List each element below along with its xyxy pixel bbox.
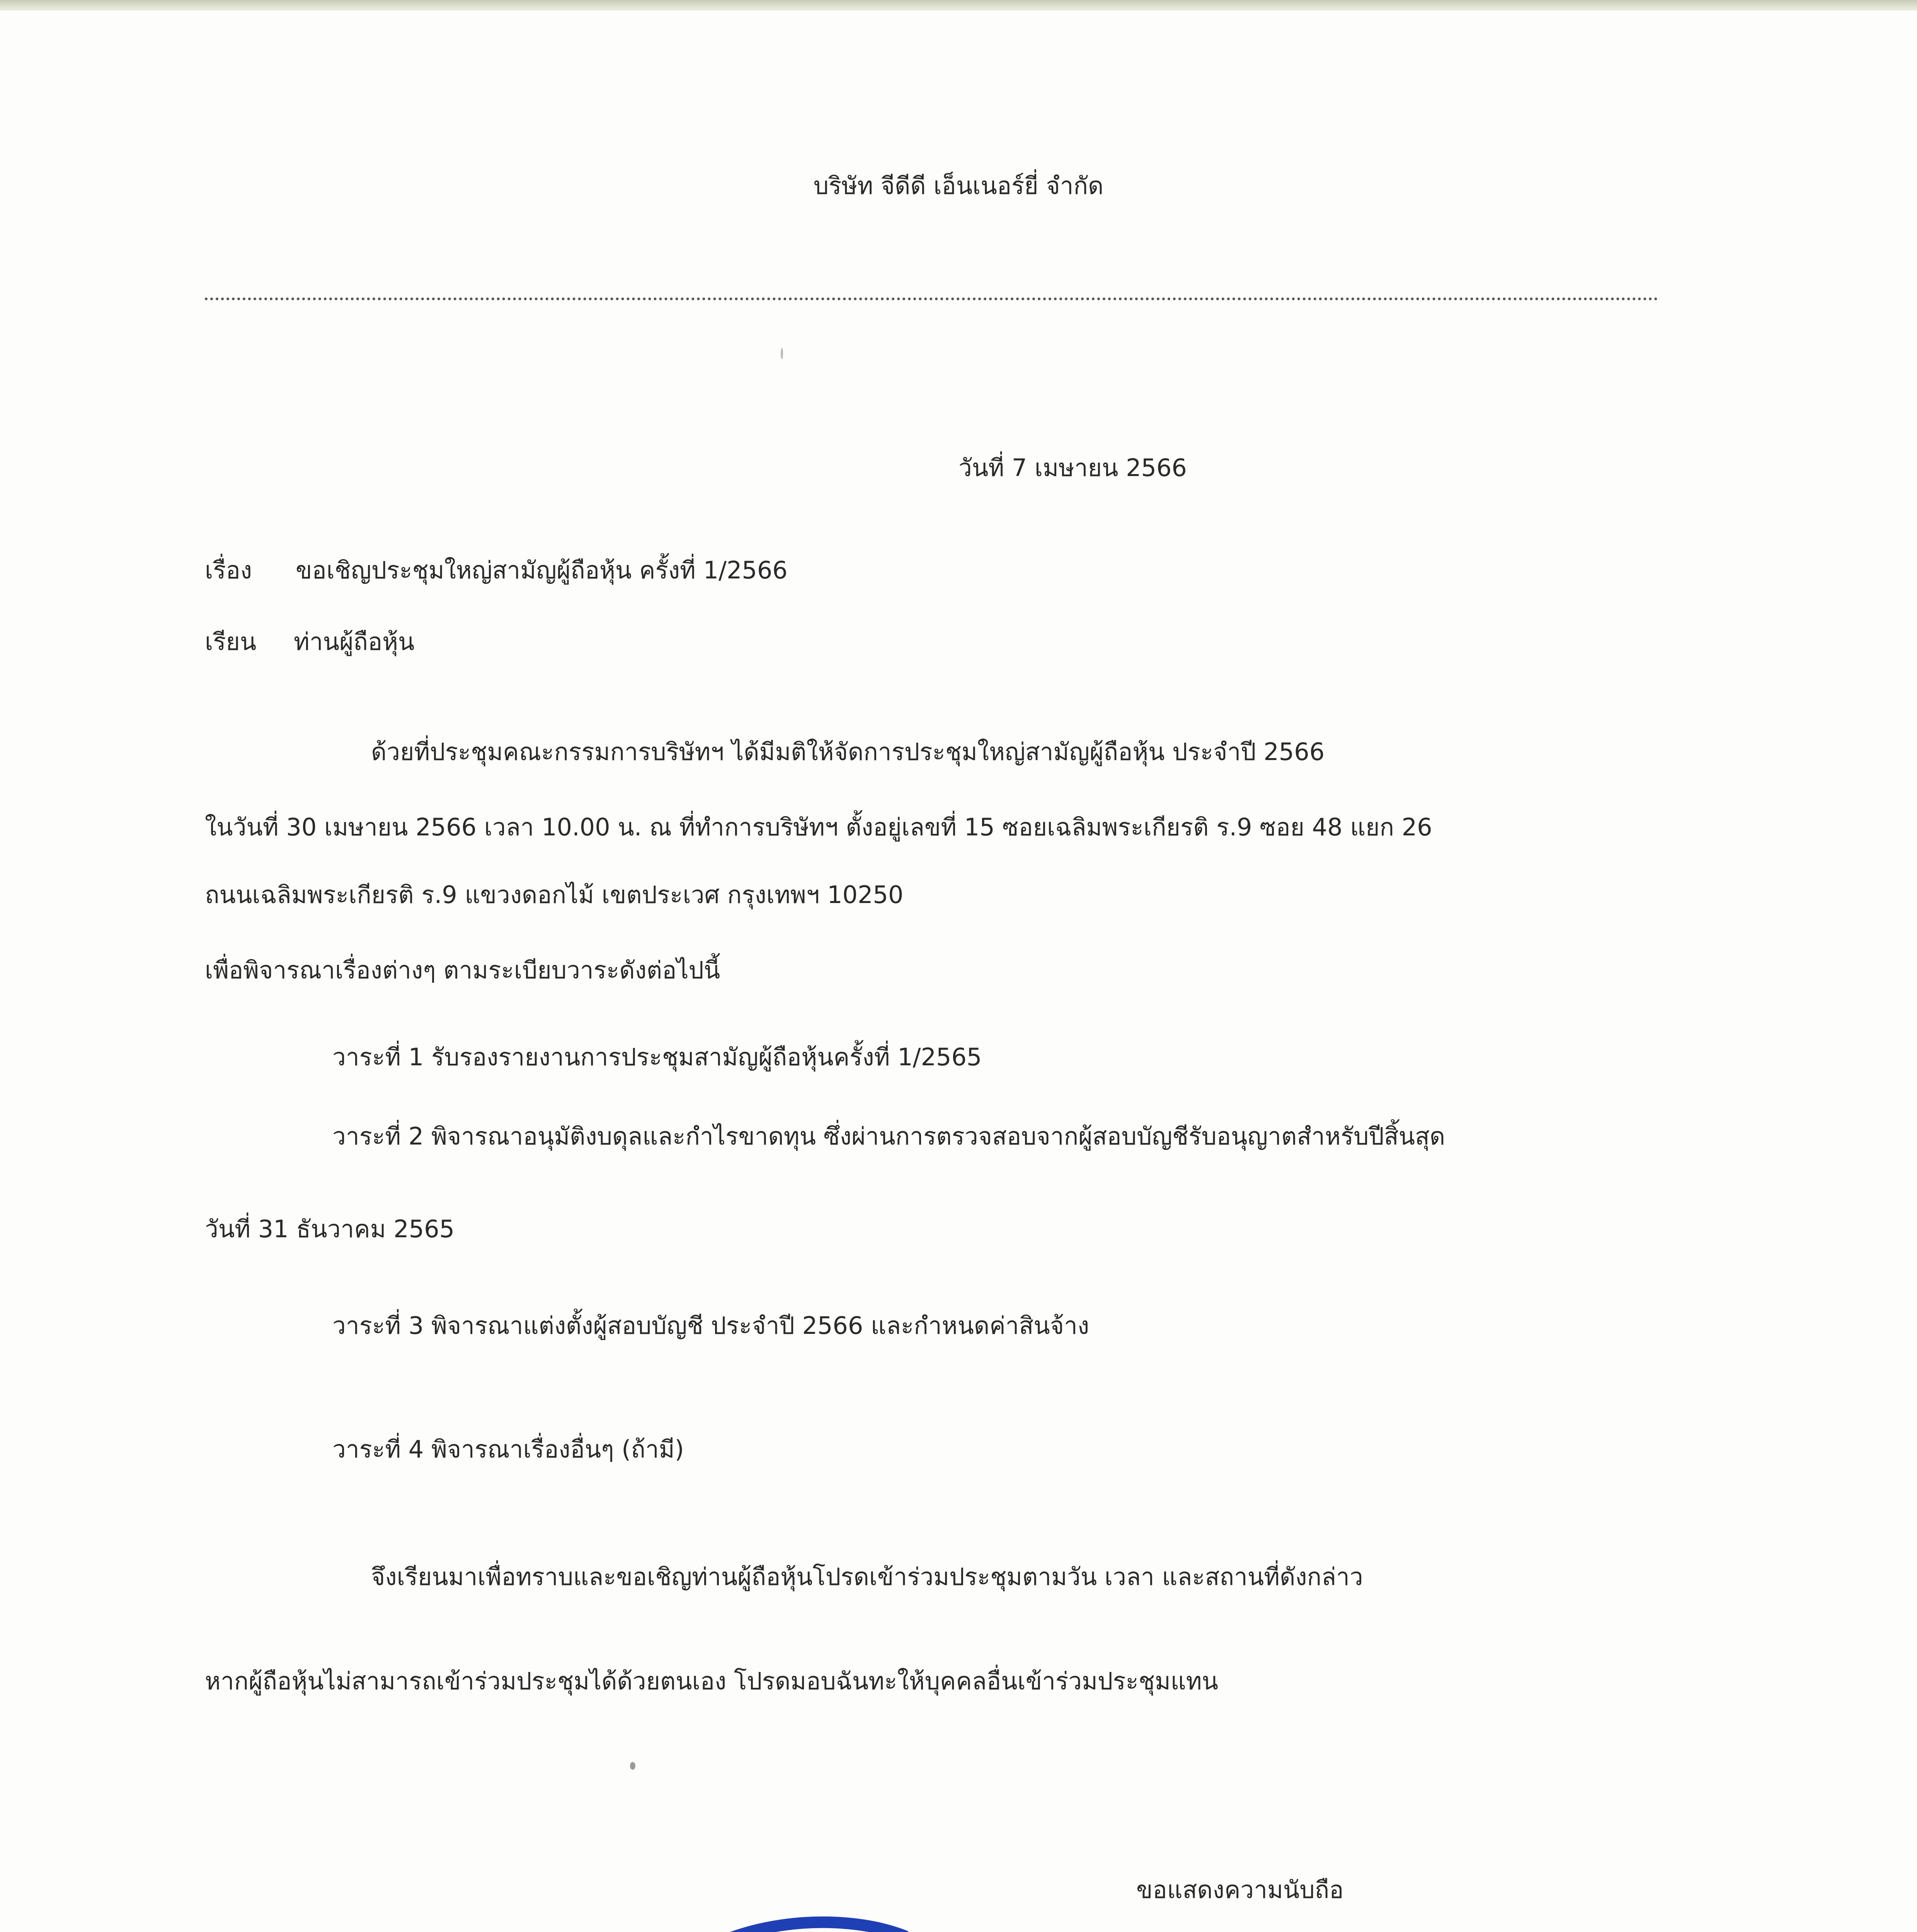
body-para1-line3: ถนนเฉลิมพระเกียรติ ร.9 แขวงดอกไม้ เขตประเวศ กรุงเทพฯ 10250 xyxy=(205,881,904,909)
letter-date: วันที่ 7 เมษายน 2566 xyxy=(958,454,1187,482)
subject-text: ขอเชิญประชุมใหญ่สามัญผู้ถือหุ้น ครั้งที่ 1/2566 xyxy=(296,556,788,584)
closing-line-2: หากผู้ถือหุ้นไม่สามารถเข้าร่วมประชุมได้ด้วยตนเอง โปรดมอบฉันทะให้บุคคลอื่นเข้าร่วมประชุมแทน xyxy=(205,1667,1219,1695)
scan-speck xyxy=(630,1762,635,1770)
body-para1-line2: ในวันที่ 30 เมษายน 2566 เวลา 10.00 น. ณ ที่ทำการบริษัทฯ ตั้งอยู่เลขที่ 15 ซอยเฉลิมพระเกียรติ ร.9 ซอย 48 แยก 26 xyxy=(205,813,1432,841)
recipient-label: เรียน xyxy=(205,628,257,656)
company-stamp xyxy=(634,1893,966,1932)
agenda-intro: เพื่อพิจารณาเรื่องต่างๆ ตามระเบียบวาระดังต่อไปนี้ xyxy=(205,956,720,984)
signoff-greeting: ขอแสดงความนับถือ xyxy=(1136,1876,1344,1904)
agenda-item-2-continuation: วันที่ 31 ธันวาคม 2565 xyxy=(205,1215,455,1243)
scan-top-edge xyxy=(0,0,1917,11)
company-letterhead: บริษัท จีดีดี เอ็นเนอร์ยี่ จำกัด xyxy=(813,172,1104,200)
subject-label: เรื่อง xyxy=(205,556,252,584)
agenda-item-3: วาระที่ 3 พิจารณาแต่งตั้งผู้สอบบัญชี ประจำปี 2566 และกำหนดค่าสินจ้าง xyxy=(332,1311,1090,1340)
scan-speck xyxy=(781,348,783,359)
agenda-item-2: วาระที่ 2 พิจารณาอนุมัติงบดุลและกำไรขาดทุน ซึ่งผ่านการตรวจสอบจากผู้สอบบัญชีรับอนุญาตสำหรับปีสิ้นสุด xyxy=(332,1122,1445,1150)
letterhead-divider xyxy=(205,298,1658,300)
closing-line-1: จึงเรียนมาเพื่อทราบและขอเชิญท่านผู้ถือหุ้นโปรดเข้าร่วมประชุมตามวัน เวลา และสถานที่ดังกล่าว xyxy=(371,1563,1363,1591)
body-para1-line1: ด้วยที่ประชุมคณะกรรมการบริษัทฯ ได้มีมติให้จัดการประชุมใหญ่สามัญผู้ถือหุ้น ประจำปี 2566 xyxy=(371,738,1325,766)
gdd-energy-arc-logo-icon xyxy=(634,1893,966,1932)
recipient-text: ท่านผู้ถือหุ้น xyxy=(294,628,415,656)
agenda-item-1: วาระที่ 1 รับรองรายงานการประชุมสามัญผู้ถือหุ้นครั้งที่ 1/2565 xyxy=(332,1043,982,1071)
agenda-item-4: วาระที่ 4 พิจารณาเรื่องอื่นๆ (ถ้ามี) xyxy=(332,1435,684,1463)
